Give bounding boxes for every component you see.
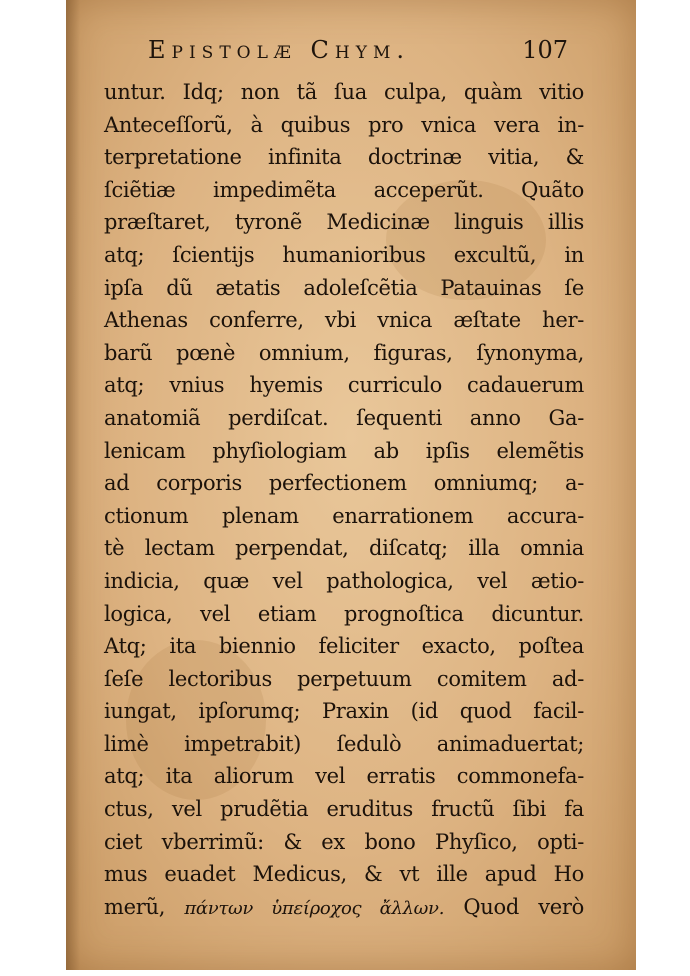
page-number: 107 [522,36,568,64]
text-line: Athenas conferre, vbi vnica æſtate her- [104,308,584,333]
text-line: logica, vel etiam prognoſtica dicuntur. [104,601,584,626]
text-line: atq; ita aliorum vel erratis commonefa- [104,764,584,789]
body-text [104,76,584,925]
text-line: atq; ſcientijs humanioribus excultũ, in [104,242,584,267]
text-line: Anteceſſorũ, à quibus pro vnica vera in- [104,112,584,137]
text-line: Atq; ita biennio feliciter exacto, poſtea [104,634,584,659]
text-line: præſtaret, tyronẽ Medicinæ linguis illis [104,210,584,235]
text-line: mus euadet Medicus, & vt ille apud Ho [104,862,584,887]
text-line: ctionum plenam enarrationem accura- [104,503,584,528]
text-line: limè impetrabit) ſedulò animaduertat; [104,731,584,756]
text-line: iungat, ipſorumq; Praxin (id quod facil- [104,699,584,724]
text-line: terpretatione infinita doctrinæ vitia, & [104,145,584,170]
page-header [148,36,568,76]
running-head: Epistolæ Chym. [148,36,410,64]
text-line: ſciẽtiæ impedimẽta acceperũt. Quãto [104,177,584,202]
text-line: ciet vberrimũ: & ex bono Phyſico, opti- [104,829,584,854]
text-line-last [104,891,584,926]
text-line: ſeſe lectoribus perpetuum comitem ad- [104,666,584,691]
text-line: atq; vnius hyemis curriculo cadauerum [104,373,584,398]
greek-quotation: πάντων ὑπείροχος ἄλλων. [184,897,445,919]
text-line: lenicam phyſiologiam ab ipſis elemẽtis [104,438,584,463]
last-line-end: Quod verò [444,894,584,919]
text-line: untur. Idq; non tã ſua culpa, quàm vitio [104,80,584,104]
last-line-start: merũ, [104,894,185,919]
text-line: tè lectam perpendat, diſcatq; illa omnia [104,536,584,561]
scanned-page [66,0,636,970]
page-edge-shadow [66,0,80,970]
text-line: barũ pœnè omnium, figuras, ſynonyma, [104,340,584,365]
text-line: indicia, quæ vel pathologica, vel ætio- [104,568,584,593]
text-line: ipſa dũ ætatis adoleſcẽtia Patauinas ſe [104,275,584,300]
text-line: ad corporis perfectionem omniumq; a- [104,471,584,496]
text-line: ctus, vel prudẽtia eruditus fructũ ſibi fa [104,797,584,822]
text-line: anatomiã perdiſcat. ſequenti anno Ga- [104,405,584,430]
